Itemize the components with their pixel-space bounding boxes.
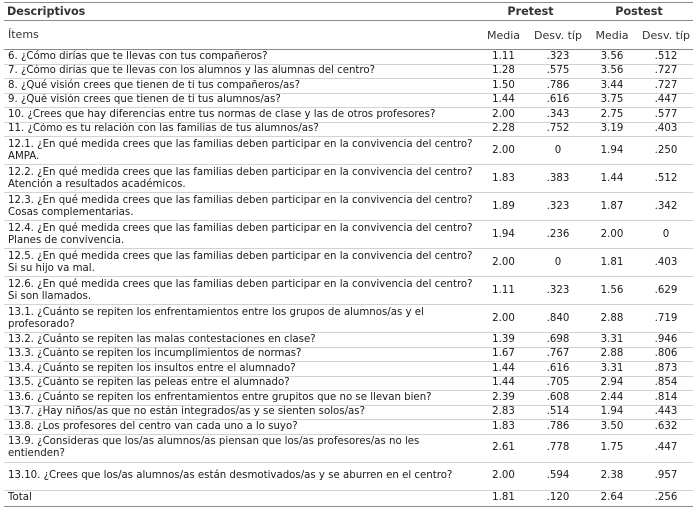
pre-media: 2.00 (476, 137, 531, 165)
item-text: 10. ¿Crees que hay diferencias entre tus normas de clase y las de otros profesores? (4, 108, 476, 123)
group-header-postest: Postest (585, 3, 693, 21)
post-desv: .443 (639, 405, 693, 420)
pre-desv: .616 (531, 93, 585, 108)
item-text: 7. ¿Cómo dirías que te llevas con los alumnos y las alumnas del centro? (4, 64, 476, 79)
descriptives-table (4, 2, 693, 507)
pre-desv: .514 (531, 405, 585, 420)
table-row (4, 221, 693, 249)
item-text: 13.6. ¿Cuánto se repiten los enfrentamientos entre grupitos que no se llevan bien? (4, 391, 476, 406)
post-media: 2.94 (585, 376, 639, 391)
pre-desv: .698 (531, 333, 585, 348)
post-desv: 0 (639, 221, 693, 249)
item-text: 12.3. ¿En qué medida crees que las familias deben participar en la convivencia del centro? Cosas complementarias. (4, 193, 476, 221)
item-text: 13.8. ¿Los profesores del centro van cada uno a lo suyo? (4, 420, 476, 435)
post-desv: .854 (639, 376, 693, 391)
table-row (4, 305, 693, 333)
pre-media: 2.00 (476, 462, 531, 490)
post-desv: .727 (639, 64, 693, 79)
column-header-post-media: Media (585, 21, 639, 50)
post-media: 1.87 (585, 193, 639, 221)
table-row (4, 347, 693, 362)
post-desv: .727 (639, 79, 693, 94)
post-media: 3.75 (585, 93, 639, 108)
item-text: 13.10. ¿Crees que los/as alumnos/as están desmotivados/as y se aburren en el centro? (4, 462, 476, 490)
header-row-groups (4, 3, 693, 21)
post-media: 1.81 (585, 249, 639, 277)
table-row (4, 434, 693, 462)
post-desv: .512 (639, 50, 693, 65)
item-text: 12.2. ¿En qué medida crees que las familias deben participar en la convivencia del centro? Atención a resultados académicos. (4, 165, 476, 193)
table-row (4, 405, 693, 420)
pre-desv: 0 (531, 137, 585, 165)
pre-media: 1.28 (476, 64, 531, 79)
total-pre-desv: .120 (531, 490, 585, 506)
item-text: 13.7. ¿Hay niños/as que no están integrados/as y se sienten solos/as? (4, 405, 476, 420)
post-desv: .814 (639, 391, 693, 406)
item-text: 6. ¿Cómo dirías que te llevas con tus compañeros? (4, 50, 476, 65)
pre-desv: .383 (531, 165, 585, 193)
pre-media: 1.83 (476, 165, 531, 193)
pre-desv: .323 (531, 193, 585, 221)
pre-desv: .575 (531, 64, 585, 79)
pre-desv: .236 (531, 221, 585, 249)
table-row (4, 376, 693, 391)
group-header-pretest: Pretest (476, 3, 585, 21)
table-row (4, 93, 693, 108)
column-header-post-desv: Desv. típ (639, 21, 693, 50)
pre-media: 2.00 (476, 305, 531, 333)
post-media: 1.56 (585, 277, 639, 305)
post-media: 3.56 (585, 50, 639, 65)
header-row-columns (4, 21, 693, 50)
post-media: 3.44 (585, 79, 639, 94)
item-text: 12.4. ¿En qué medida crees que las familias deben participar en la convivencia del centro? Planes de convivencia. (4, 221, 476, 249)
table-row (4, 333, 693, 348)
post-media: 3.50 (585, 420, 639, 435)
post-media: 2.38 (585, 462, 639, 490)
total-pre-media: 1.81 (476, 490, 531, 506)
table-row (4, 420, 693, 435)
pre-media: 1.89 (476, 193, 531, 221)
pre-media: 1.11 (476, 277, 531, 305)
pre-desv: .594 (531, 462, 585, 490)
table-row (4, 277, 693, 305)
post-desv: .342 (639, 193, 693, 221)
table-row (4, 50, 693, 65)
item-text: 12.6. ¿En qué medida crees que las familias deben participar en la convivencia del centro? Si son llamados. (4, 277, 476, 305)
table-row (4, 165, 693, 193)
post-desv: .946 (639, 333, 693, 348)
post-desv: .403 (639, 249, 693, 277)
post-media: 1.75 (585, 434, 639, 462)
post-media: 2.75 (585, 108, 639, 123)
table-row (4, 362, 693, 377)
post-media: 3.19 (585, 122, 639, 137)
column-header-pre-media: Media (476, 21, 531, 50)
pre-media: 2.28 (476, 122, 531, 137)
item-text: 13.4. ¿Cuánto se repiten los insultos entre el alumnado? (4, 362, 476, 377)
pre-media: 2.83 (476, 405, 531, 420)
item-text: 13.2. ¿Cuánto se repiten las malas contestaciones en clase? (4, 333, 476, 348)
pre-media: 1.83 (476, 420, 531, 435)
post-media: 2.88 (585, 305, 639, 333)
total-row (4, 490, 693, 506)
post-media: 3.31 (585, 333, 639, 348)
post-media: 2.88 (585, 347, 639, 362)
post-desv: .632 (639, 420, 693, 435)
table-row (4, 122, 693, 137)
post-desv: .629 (639, 277, 693, 305)
pre-desv: .343 (531, 108, 585, 123)
table-row (4, 249, 693, 277)
column-header-pre-desv: Desv. típ (531, 21, 585, 50)
pre-desv: .767 (531, 347, 585, 362)
pre-desv: .705 (531, 376, 585, 391)
item-text: 12.5. ¿En qué medida crees que las familias deben participar en la convivencia del centro? Si su hijo va mal. (4, 249, 476, 277)
pre-desv: .752 (531, 122, 585, 137)
pre-media: 1.67 (476, 347, 531, 362)
pre-media: 1.44 (476, 93, 531, 108)
pre-media: 2.61 (476, 434, 531, 462)
pre-desv: 0 (531, 249, 585, 277)
post-desv: .403 (639, 122, 693, 137)
pre-media: 1.44 (476, 362, 531, 377)
item-text: 9. ¿Qué visión crees que tienen de ti tus alumnos/as? (4, 93, 476, 108)
pre-media: 2.00 (476, 108, 531, 123)
table-title: Descriptivos (4, 3, 476, 21)
item-text: 13.1. ¿Cuánto se repiten los enfrentamientos entre los grupos de alumnos/as y el profesorado? (4, 305, 476, 333)
post-desv: .806 (639, 347, 693, 362)
pre-media: 2.39 (476, 391, 531, 406)
total-post-media: 2.64 (585, 490, 639, 506)
table-row (4, 391, 693, 406)
post-media: 1.44 (585, 165, 639, 193)
table-row (4, 79, 693, 94)
item-text: 11. ¿Cómo es tu relación con las familias de tus alumnos/as? (4, 122, 476, 137)
table-row (4, 108, 693, 123)
pre-desv: .323 (531, 50, 585, 65)
pre-desv: .786 (531, 420, 585, 435)
pre-media: 1.94 (476, 221, 531, 249)
total-post-desv: .256 (639, 490, 693, 506)
post-desv: .719 (639, 305, 693, 333)
post-media: 2.44 (585, 391, 639, 406)
pre-desv: .616 (531, 362, 585, 377)
pre-desv: .786 (531, 79, 585, 94)
pre-desv: .323 (531, 277, 585, 305)
column-header-items: Ítems (4, 21, 476, 50)
pre-desv: .840 (531, 305, 585, 333)
post-media: 3.56 (585, 64, 639, 79)
post-desv: .447 (639, 434, 693, 462)
post-media: 1.94 (585, 137, 639, 165)
table-row (4, 193, 693, 221)
post-desv: .512 (639, 165, 693, 193)
pre-desv: .778 (531, 434, 585, 462)
pre-media: 1.39 (476, 333, 531, 348)
item-text: 13.5. ¿Cuánto se repiten las peleas entre el alumnado? (4, 376, 476, 391)
total-label: Total (4, 490, 476, 506)
pre-media: 1.50 (476, 79, 531, 94)
pre-media: 1.44 (476, 376, 531, 391)
pre-media: 1.11 (476, 50, 531, 65)
item-text: 12.1. ¿En qué medida crees que las familias deben participar en la convivencia del centro? AMPA. (4, 137, 476, 165)
pre-desv: .608 (531, 391, 585, 406)
post-desv: .250 (639, 137, 693, 165)
post-desv: .957 (639, 462, 693, 490)
post-desv: .873 (639, 362, 693, 377)
table-row (4, 64, 693, 79)
item-text: 8. ¿Qué visión crees que tienen de ti tus compañeros/as? (4, 79, 476, 94)
pre-media: 2.00 (476, 249, 531, 277)
post-media: 2.00 (585, 221, 639, 249)
post-media: 1.94 (585, 405, 639, 420)
table-row (4, 462, 693, 490)
item-text: 13.3. ¿Cuánto se repiten los incumplimientos de normas? (4, 347, 476, 362)
post-desv: .447 (639, 93, 693, 108)
item-text: 13.9. ¿Consideras que los/as alumnos/as piensan que los/as profesores/as no les entienden? (4, 434, 476, 462)
post-desv: .577 (639, 108, 693, 123)
post-media: 3.31 (585, 362, 639, 377)
table-row (4, 137, 693, 165)
